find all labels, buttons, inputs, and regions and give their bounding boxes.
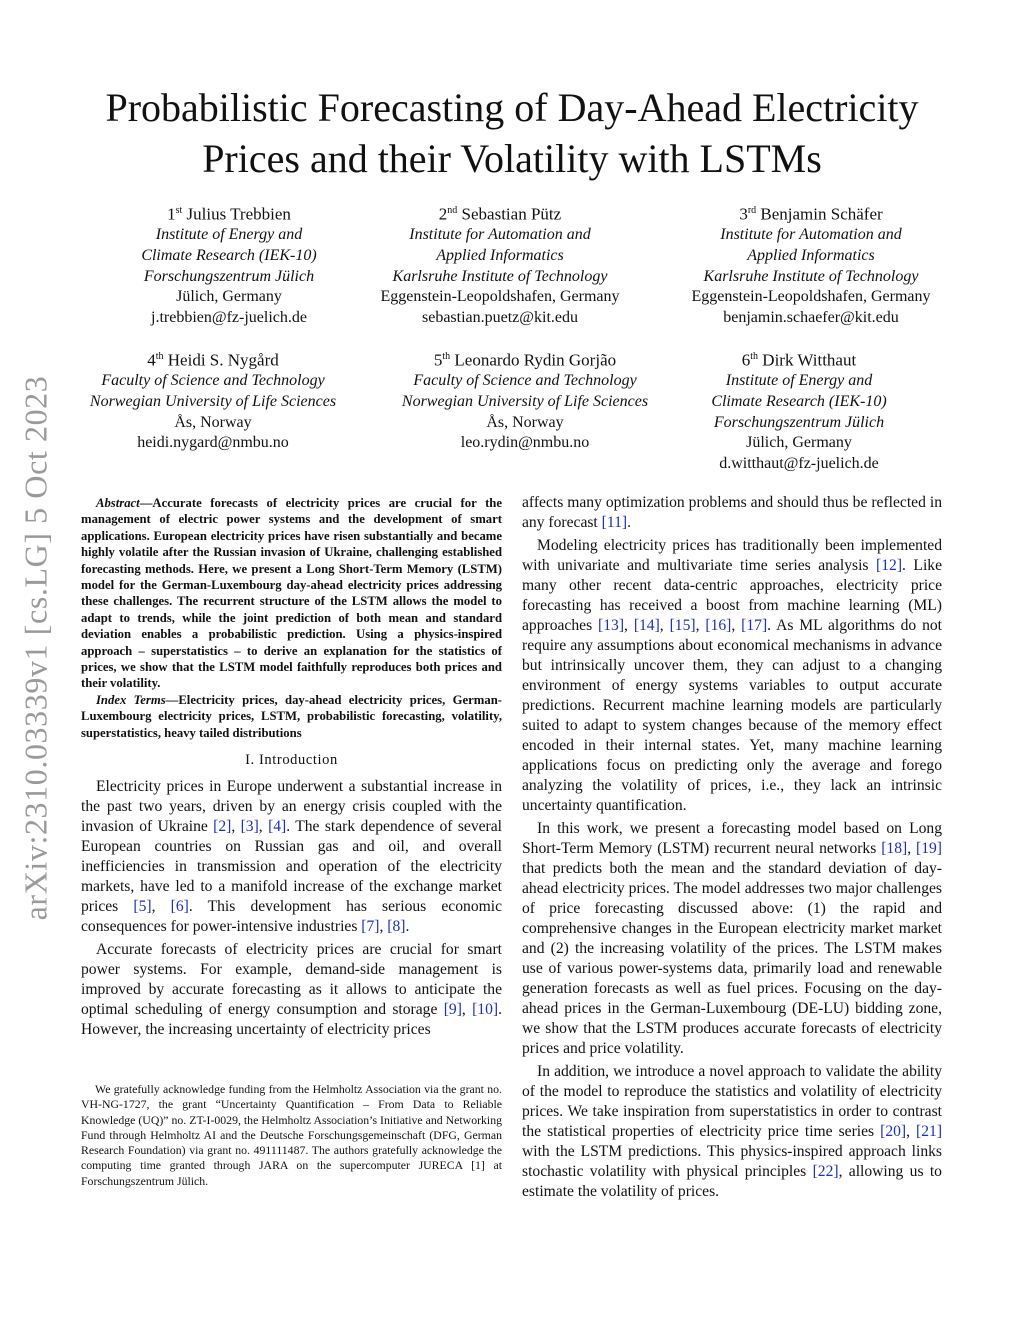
index-terms: Index Terms—Electricity prices, day-ahead electricity prices, German-Luxembourg electricity prices, LSTM, probabilistic forecasting, volatility, superstatistics, heavy tailed distributions [81,692,502,740]
body-text: , [907,840,917,857]
citation-link[interactable]: [12] [876,557,903,574]
citation-link[interactable]: [6] [170,898,189,915]
author-name: 1st Julius Trebbien [167,204,291,224]
author-city: Eggenstein-Leopoldshafen, Germany [691,288,931,306]
intro-paragraph-5 [522,1062,942,1202]
author-block-5 [374,347,676,454]
citation-link[interactable]: [15] [669,617,696,634]
body-text: with the LSTM predictions. This physics-inspired approach links stochastic volatility with physical principles [522,1143,942,1180]
citation-link[interactable]: [21] [916,1123,943,1140]
intro-paragraph-continued [522,493,942,533]
body-text: , [461,1001,473,1018]
body-text: , [906,1123,917,1140]
index-terms-text: Electricity prices, day-ahead electricity prices, German-Luxembourg electricity prices, LSTM, probabilistic forecasting, volatility, superstatistics, heavy tailed distributions [81,692,502,740]
citation-link[interactable]: [19] [916,840,942,857]
right-column-body [522,493,942,1202]
body-text: affects many optimization problems and should thus be reflected in any forecast [522,494,942,531]
author-affiliation: Institute for Automation and [720,226,902,244]
body-text: , [624,617,634,634]
author-affiliation: Institute of Energy and [725,372,873,390]
author-affiliation: Institute for Automation and [409,226,591,244]
author-email[interactable]: j.trebbien@fz-juelich.de [151,309,307,327]
author-affiliation: Climate Research (IEK-10) [141,247,317,265]
author-email[interactable]: benjamin.schaefer@kit.edu [723,309,899,327]
author-affiliation: Faculty of Science and Technology [101,372,325,390]
body-text: that predicts both the mean and the standard deviation of day-ahead electricity prices. The model addresses two major challenges of price forecasting discussed above: (1) the rapid and comprehensive changes in the European electricity market market and (2) the increasing volatility of the prices. The LSTM makes use of various power-systems data, primarily load and renewable generation forecasts as well as fuel prices. Focusing on the day-ahead prices in the German-Luxembourg (DE-LU) bidding zone, we show that the LSTM produces accurate forecasts of electricity prices and price volatility. [522,860,942,1057]
section-heading-introduction: I. Introduction [245,752,338,768]
author-block-1 [79,201,379,329]
author-name: 6th Dirk Witthaut [741,350,857,370]
author-email[interactable]: d.witthaut@fz-juelich.de [719,455,879,473]
intro-paragraph-3 [522,536,942,816]
body-text: , [731,617,742,634]
author-name: 5th Leonardo Rydin Gorjão [433,350,617,370]
citation-link[interactable]: [22] [812,1163,839,1180]
body-text: . As ML algorithms do not require any assumptions about economical mechanisms in advance but intrinsically uncover them, they can adjust to a changing environment of energy systems variables to output accurate predictions. Recurrent machine learning models are particularly suited to adapt to system changes because of the memory effect encoded in their internal states. Yet, many machine learning applications focus on predicting only the average and forego analyzing the volatility of prices, i.e., they lack an intrinsic uncertainty quantification. [522,617,943,814]
author-email[interactable]: heidi.nygard@nmbu.no [137,434,289,452]
body-text: In addition, we introduce a novel approach to validate the ability of the model to reproduce the statistics and volatility of electricity prices. We take inspiration from superstatistics in order to contrast the statistical properties of electricity price time series [522,1063,942,1140]
author-affiliation: Norwegian University of Life Sciences [401,393,649,411]
funding-footnote [81,1082,502,1189]
abstract-text: Accurate forecasts of electricity prices are crucial for the management of electric power systems and the development of smart applications. European electricity prices have risen substantially and became highly volatile after the Russian invasion of Ukraine, challenging established forecasting methods. Here, we present a Long Short-Term Memory (LSTM) model for the German-Luxembourg day-ahead electricity prices addressing these challenges. The recurrent structure of the LSTM allows the model to adapt to trends, while the joint prediction of both mean and standard deviation enables a probabilistic prediction. Using a physics-inspired approach – superstatistics – to derive an explanation for the statistics of prices, we show that the LSTM model faithfully reproduces both prices and their volatility. [81,496,502,691]
citation-link[interactable]: [18] [881,840,908,857]
author-organization: Forschungszentrum Jülich [713,413,885,431]
body-text: Modeling electricity prices has traditionally been implemented with univariate and multivariate time series analysis [522,537,942,574]
citation-link[interactable]: [5] [133,898,152,915]
arxiv-side-stamp [14,368,58,928]
body-text: , [659,617,670,634]
author-city: Jülich, Germany [176,288,282,306]
author-block-2 [350,201,650,329]
citation-link[interactable]: [3] [240,818,259,835]
citation-link[interactable]: [20] [880,1123,907,1140]
citation-link[interactable]: [17] [741,617,768,634]
body-text: , [695,617,706,634]
citation-link[interactable]: [14] [633,617,660,634]
index-terms-label: Index Terms [96,692,166,707]
arxiv-identifier: arXiv:2310.03339v1 [cs.LG] 5 Oct 2023 [17,375,54,921]
author-affiliation: Climate Research (IEK-10) [711,393,887,411]
paper-title: Probabilistic Forecasting of Day-Ahead Electricity Prices and their Volatility with LSTMs [105,85,919,181]
body-text: . The stark dependence of several European countries on Russian gas and oil, and overall inefficiencies in transmission and operation of the electricity markets, have led to a manifold increase of the exchange market prices [81,818,502,915]
citation-link[interactable]: [13] [598,617,625,634]
intro-paragraph-1 [81,777,502,937]
author-city: Ås, Norway [174,413,252,431]
author-affiliation: Faculty of Science and Technology [413,372,637,390]
citation-link[interactable]: [4] [268,818,287,835]
citation-link[interactable]: [7] [361,918,380,935]
body-text: . [627,514,631,531]
author-block-6 [649,347,949,475]
author-block-4 [62,347,364,454]
body-text: Accurate forecasts of electricity prices are crucial for smart power systems. For example, demand-side management is improved by accurate forecasting as it allows to anticipate the optimal scheduling of energy consumption and storage [81,941,502,1018]
author-organization: Forschungszentrum Jülich [143,267,315,285]
intro-paragraph-4 [522,819,942,1059]
body-text: In this work, we present a forecasting model based on Long Short-Term Memory (LSTM) recurrent neural networks [522,820,942,857]
citation-link[interactable]: [2] [213,818,232,835]
citation-link[interactable]: [8] [387,918,406,935]
author-city: Eggenstein-Leopoldshafen, Germany [380,288,620,306]
body-text: . This development has serious economic consequences for power-intensive industries [81,898,502,935]
citation-link[interactable]: [16] [705,617,732,634]
author-city: Ås, Norway [486,413,564,431]
author-affiliation: Institute of Energy and [155,226,303,244]
body-text: , [231,818,241,835]
body-text: Electricity prices in Europe underwent a substantial increase in the past two years, driven by an energy crisis coupled with the invasion of Ukraine [81,778,502,835]
author-city: Jülich, Germany [746,434,852,452]
author-email[interactable]: sebastian.puetz@kit.edu [421,309,579,327]
citation-link[interactable]: [10] [472,1001,499,1018]
author-name: 4th Heidi S. Nygård [147,350,279,370]
body-text: . Like many other recent data-centric approaches, electricity price forecasting has received a boost from machine learning (ML) approaches [522,557,943,634]
citation-link[interactable]: [9] [443,1001,462,1018]
body-text: , [151,898,171,915]
author-organization: Karlsruhe Institute of Technology [392,267,608,285]
author-email[interactable]: leo.rydin@nmbu.no [460,434,590,452]
abstract-label: Abstract [96,496,140,510]
citation-link[interactable]: [11] [601,514,628,531]
body-text: , [258,818,269,835]
body-text: , allowing us to estimate the volatility of prices. [522,1163,942,1200]
abstract [81,495,502,741]
body-text: , [379,918,388,935]
intro-paragraph-2 [81,940,502,1040]
author-affiliation: Applied Informatics [436,247,564,265]
author-block-3 [661,201,961,329]
author-affiliation: Applied Informatics [747,247,875,265]
abstract-paragraph: Abstract—Accurate forecasts of electricity prices are crucial for the management of electric power systems and the development of smart applications. European electricity prices have risen substantially and became highly volatile after the Russian invasion of Ukraine, challenging established forecasting methods. Here, we present a Long Short-Term Memory (LSTM) model for the German-Luxembourg day-ahead electricity prices addressing these challenges. The recurrent structure of the LSTM allows the model to adapt to trends, while the joint prediction of both mean and standard deviation enables a probabilistic prediction. Using a physics-inspired approach – superstatistics – to derive an explanation for the statistics of prices, we show that the LSTM model faithfully reproduces both prices and their volatility. [81,496,502,691]
body-text: . However, the increasing uncertainty of electricity prices [81,1001,502,1038]
author-name: 2nd Sebastian Pütz [438,204,562,224]
author-affiliation: Norwegian University of Life Sciences [89,393,337,411]
author-name: 3rd Benjamin Schäfer [739,204,883,224]
footnote-text: We gratefully acknowledge funding from the Helmholtz Association via the grant no. VH-NG-1727, the grant “Uncertainty Quantification – From Data to Reliable Knowledge (UQ)” no. ZT-I-0029, the Helmholtz Association’s Initiative and Networking Fund through Helmholtz AI and the Deutsche Forschungsgemeinschaft (DFG, German Research Foundation) via grant no. 491111487. The authors gratefully acknowledge the computing time granted through JARA on the supercomputer JURECA [1] at Forschungszentrum Jülich. [81,1082,502,1188]
author-organization: Karlsruhe Institute of Technology [703,267,919,285]
body-text: . [405,918,410,935]
left-column-body [81,777,502,1040]
